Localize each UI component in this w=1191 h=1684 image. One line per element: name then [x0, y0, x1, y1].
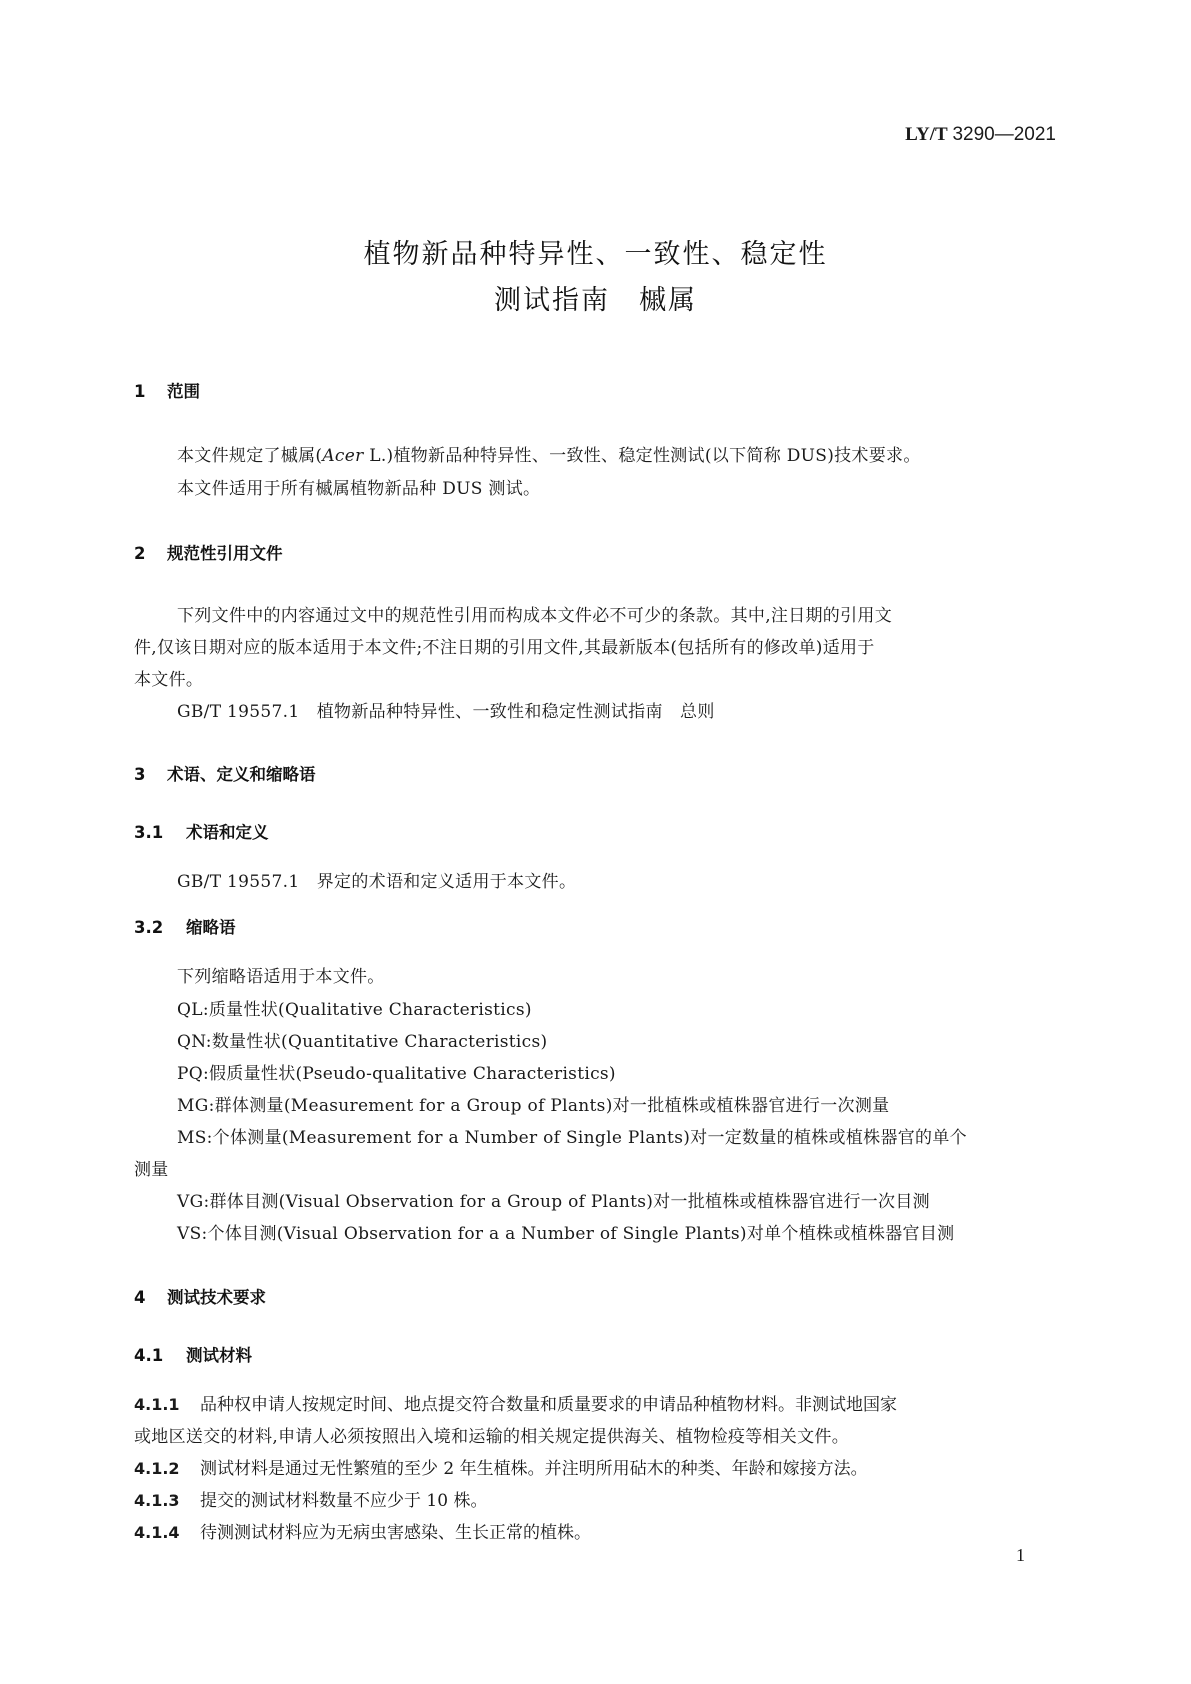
abbreviation-ql: QL:质量性状(Qualitative Characteristics): [177, 1000, 532, 1020]
standard-code-prefix: LY/T: [905, 124, 948, 145]
abbreviation-ms-continued: 测量: [134, 1160, 169, 1180]
section-2-heading: 2 规范性引用文件: [134, 544, 283, 563]
section-3-2-heading: 3.2 缩略语: [134, 918, 236, 937]
item-4-1-4: 4.1.4 待测测试材料应为无病虫害感染、生长正常的植株。: [134, 1523, 591, 1543]
abbreviation-pq: PQ:假质量性状(Pseudo-qualitative Characteristics): [177, 1064, 616, 1084]
item-4-1-1-continued: 或地区送交的材料,申请人必须按照出入境和运输的相关规定提供海关、植物检疫等相关文件。: [134, 1427, 850, 1447]
section-4-heading: 4 测试技术要求: [134, 1288, 266, 1307]
section-3-2-intro: 下列缩略语适用于本文件。: [177, 967, 385, 987]
section-3-heading: 3 术语、定义和缩略语: [134, 765, 316, 784]
normative-reference: GB/T 19557.1 植物新品种特异性、一致性和稳定性测试指南 总则: [177, 702, 715, 722]
item-4-1-3: 4.1.3 提交的测试材料数量不应少于 10 株。: [134, 1491, 488, 1511]
title-line-1: 植物新品种特异性、一致性、稳定性: [363, 239, 828, 270]
section-2-paragraph-line-2: 件,仅该日期对应的版本适用于本文件;不注日期的引用文件,其最新版本(包括所有的修改单)适用于: [134, 638, 875, 658]
section-4-1-heading: 4.1 测试材料: [134, 1346, 252, 1365]
section-1-heading: 1 范围: [134, 382, 200, 401]
title-line-2: 测试指南 槭属: [494, 285, 697, 316]
item-4-1-1: 4.1.1 品种权申请人按规定时间、地点提交符合数量和质量要求的申请品种植物材料。非测试地国家: [134, 1395, 897, 1415]
section-3-1-heading: 3.1 术语和定义: [134, 823, 269, 842]
section-2-paragraph-line-3: 本文件。: [134, 670, 204, 690]
section-2-paragraph-line-1: 下列文件中的内容通过文中的规范性引用而构成本文件必不可少的条款。其中,注日期的引用文: [177, 606, 893, 626]
page-number: 1: [1016, 1545, 1025, 1565]
standard-code-number: 3290—2021: [952, 124, 1056, 145]
abbreviation-mg: MG:群体测量(Measurement for a Group of Plants)对一批植株或植株器官进行一次测量: [177, 1096, 890, 1116]
abbreviation-vs: VS:个体目测(Visual Observation for a a Number of Single Plants)对单个植株或植株器官目测: [177, 1224, 955, 1244]
standard-code: [905, 124, 1056, 146]
section-1-paragraph-1: 本文件规定了槭属(Acer L.)植物新品种特异性、一致性、稳定性测试(以下简称 DUS)技术要求。: [177, 446, 921, 466]
item-4-1-2: 4.1.2 测试材料是通过无性繁殖的至少 2 年生植株。并注明所用砧木的种类、年龄和嫁接方法。: [134, 1459, 868, 1479]
section-3-1-text: GB/T 19557.1 界定的术语和定义适用于本文件。: [177, 872, 577, 892]
abbreviation-ms: MS:个体测量(Measurement for a Number of Single Plants)对一定数量的植株或植株器官的单个: [177, 1128, 967, 1148]
abbreviation-vg: VG:群体目测(Visual Observation for a Group of Plants)对一批植株或植株器官进行一次目测: [177, 1192, 930, 1212]
abbreviation-qn: QN:数量性状(Quantitative Characteristics): [177, 1032, 548, 1052]
section-1-paragraph-2: 本文件适用于所有槭属植物新品种 DUS 测试。: [177, 479, 541, 499]
